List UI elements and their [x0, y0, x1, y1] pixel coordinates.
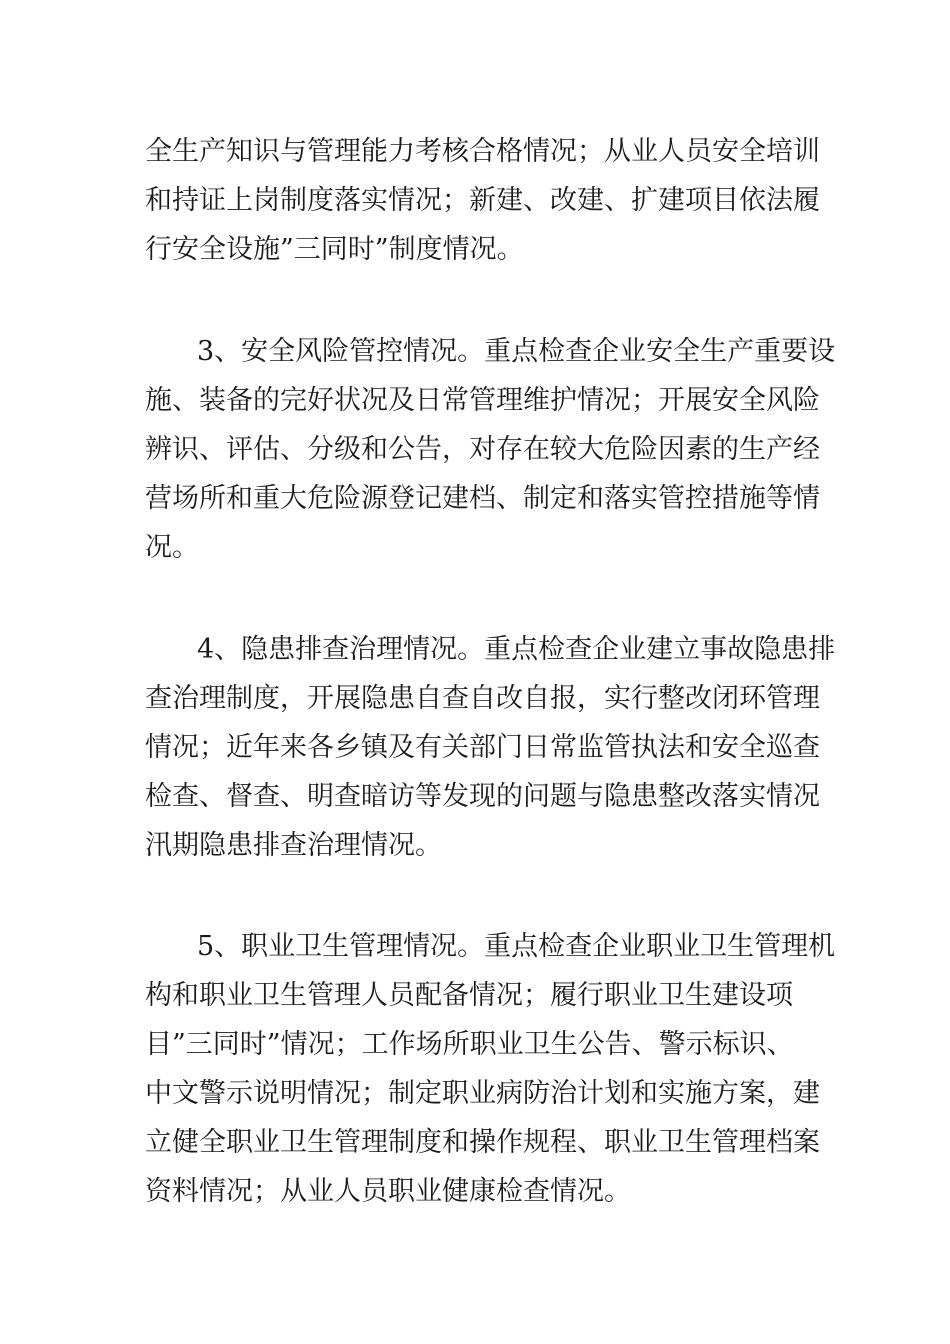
- text-line: 3、安全风险管控情况。重点检查企业安全生产重要设: [197, 336, 836, 367]
- text-line: 4、隐患排查治理情况。重点检查企业建立事故隐患排: [197, 634, 836, 665]
- text-line: 汛期隐患排查治理情况。: [145, 830, 442, 861]
- text-line: 检查、督查、明查暗访等发现的问题与隐患整改落实情况: [145, 781, 820, 812]
- text-line: 5、职业卫生管理情况。重点检查企业职业卫生管理机: [197, 931, 836, 962]
- text-line: 施、装备的完好状况及日常管理维护情况；开展安全风险: [145, 385, 820, 416]
- text-line: 行安全设施”三同时”制度情况。: [145, 234, 524, 265]
- text-line: 营场所和重大危险源登记建档、制定和落实管控措施等情: [145, 483, 820, 514]
- text-line: 查治理制度，开展隐患自查自改自报，实行整改闭环管理: [145, 683, 820, 714]
- text-line: 辨识、评估、分级和公告，对存在较大危险因素的生产经: [145, 434, 820, 465]
- text-line: 目”三同时”情况；工作场所职业卫生公告、警示标识、: [145, 1029, 794, 1060]
- text-line: 情况；近年来各乡镇及有关部门日常监管执法和安全巡查: [145, 732, 820, 763]
- paragraph-occupational-health: [145, 922, 836, 1216]
- text-line: 资料情况；从业人员职业健康检查情况。: [145, 1176, 631, 1207]
- paragraph-training-and-three-simultaneities: [145, 127, 820, 274]
- paragraph-hazard-investigation: [145, 625, 836, 870]
- text-line: 中文警示说明情况；制定职业病防治计划和实施方案，建: [145, 1078, 820, 1109]
- text-line: 和持证上岗制度落实情况；新建、改建、扩建项目依法履: [145, 185, 820, 216]
- text-line: 构和职业卫生管理人员配备情况；履行职业卫生建设项: [145, 980, 793, 1011]
- text-line: 立健全职业卫生管理制度和操作规程、职业卫生管理档案: [145, 1127, 820, 1158]
- paragraph-risk-control: [145, 327, 836, 572]
- text-line: 全生产知识与管理能力考核合格情况；从业人员安全培训: [145, 136, 820, 167]
- text-line: 况。: [145, 532, 199, 563]
